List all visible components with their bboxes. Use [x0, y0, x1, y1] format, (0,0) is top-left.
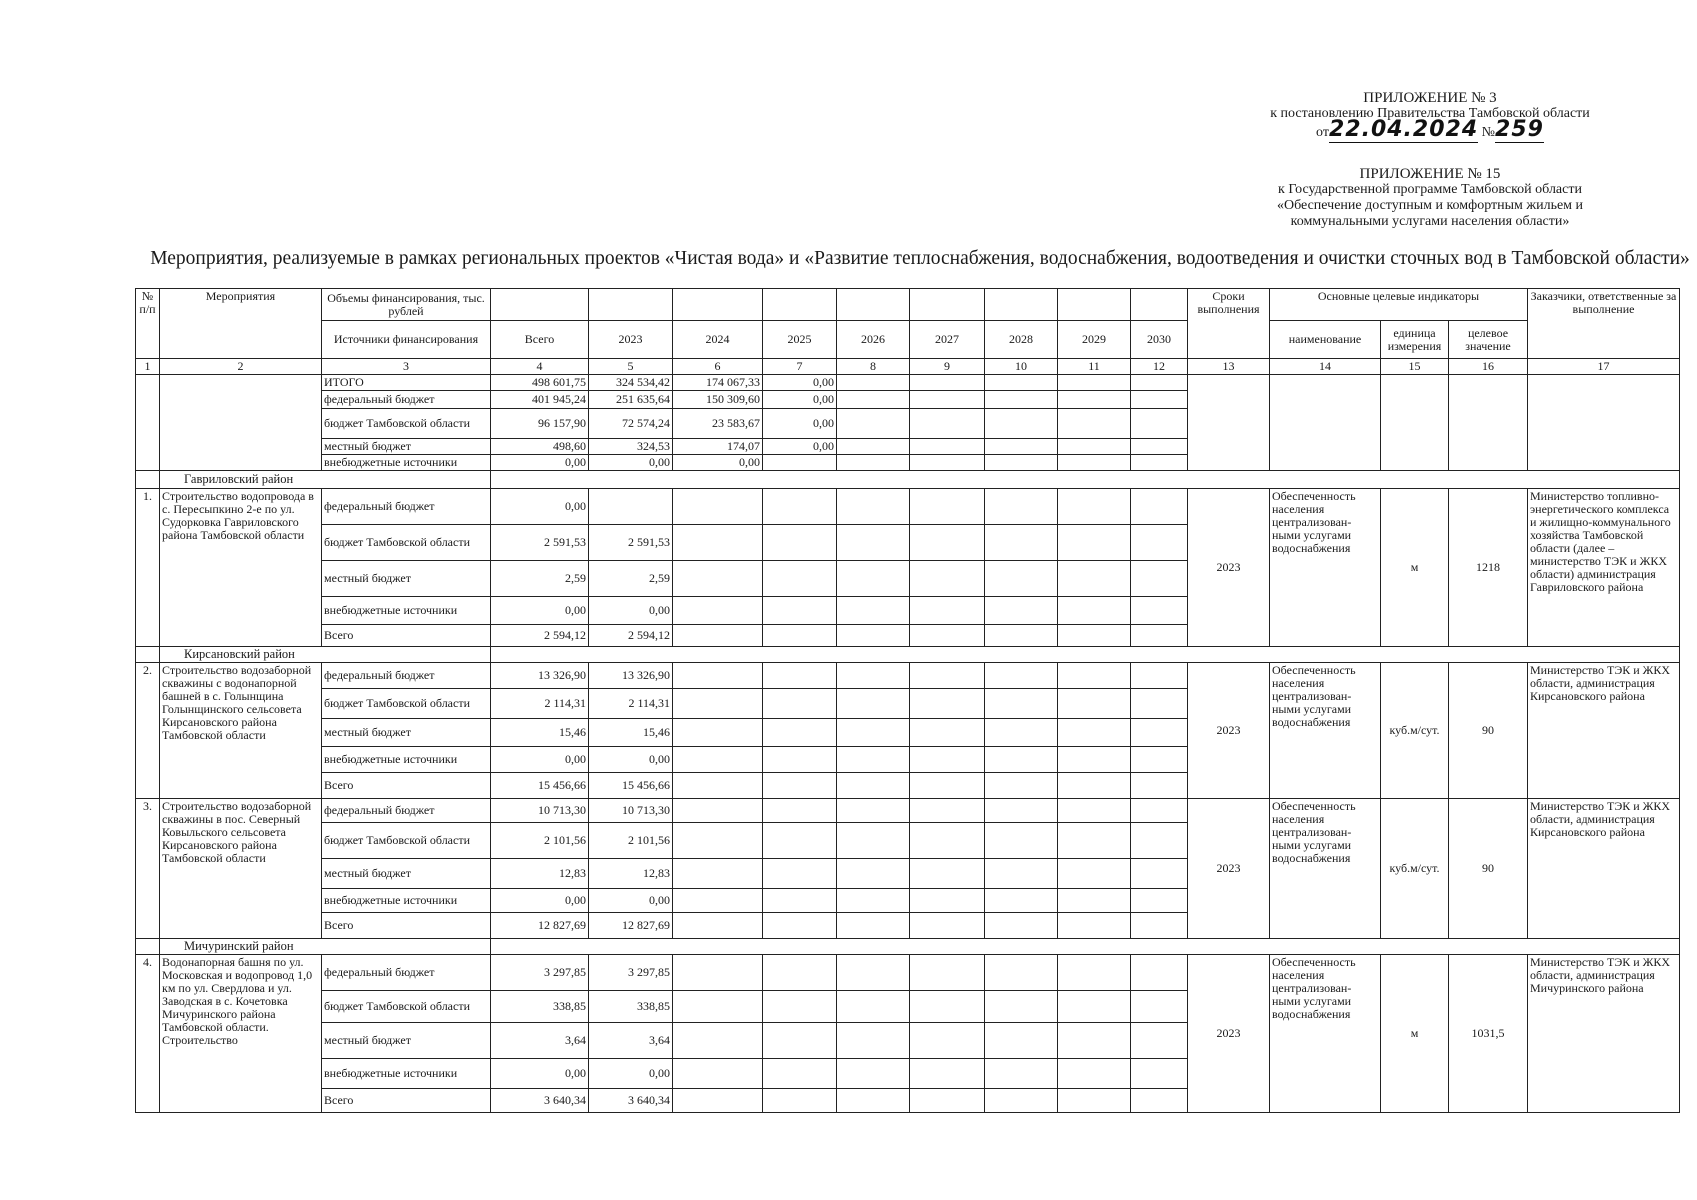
colnum: 12	[1131, 359, 1188, 375]
value-cell: 0,00	[491, 597, 589, 625]
source-label: ИТОГО	[322, 375, 491, 391]
value-cell: 3 297,85	[491, 955, 589, 991]
measures-table	[135, 288, 1680, 1113]
project-number: 1.	[136, 489, 160, 647]
value-cell: 72 574,24	[589, 409, 673, 439]
source-label: федеральный бюджет	[322, 799, 491, 823]
col-ind-value-header: целевое значение	[1449, 321, 1528, 359]
value-cell: 0,00	[673, 455, 763, 471]
value-cell: 3,64	[589, 1023, 673, 1059]
value-cell: 2 594,12	[491, 625, 589, 647]
project-row	[136, 955, 1680, 991]
value-cell: 10 713,30	[491, 799, 589, 823]
appendix-3-title: ПРИЛОЖЕНИЕ № 3	[1363, 90, 1497, 106]
handwritten-date: 22.04.2024	[1328, 117, 1479, 142]
project-name: Строительство водозаборной скважины в пос. Северный Ковыльского сельсовета Кирсановского района Тамбовской области	[160, 799, 322, 939]
value-cell: 338,85	[589, 991, 673, 1023]
source-label: местный бюджет	[322, 719, 491, 747]
value-cell: 498,60	[491, 439, 589, 455]
colnum: 9	[910, 359, 985, 375]
value-cell: 13 326,90	[589, 663, 673, 689]
colnum: 14	[1270, 359, 1381, 375]
indicator-unit: куб.м/сут.	[1381, 663, 1449, 799]
value-cell: 0,00	[491, 455, 589, 471]
colnum: 3	[322, 359, 491, 375]
customer-cell: Министерство ТЭК и ЖКХ области, администрация Мичуринского района	[1528, 955, 1680, 1113]
col-deadline-header: Сроки выполнения	[1188, 289, 1270, 359]
col-2029-header: 2029	[1058, 321, 1131, 359]
indicator-unit: м	[1381, 489, 1449, 647]
header-row-2	[136, 321, 1680, 359]
value-cell: 150 309,60	[673, 391, 763, 409]
colnum: 13	[1188, 359, 1270, 375]
indicator-name: Обеспеченность населения централизован-ными услугами водоснабжения	[1270, 955, 1381, 1113]
source-label: Всего	[322, 625, 491, 647]
appendix-3-block	[1240, 90, 1620, 141]
source-label: местный бюджет	[322, 1023, 491, 1059]
project-number: 2.	[136, 663, 160, 799]
source-label: внебюджетные источники	[322, 747, 491, 773]
source-label: федеральный бюджет	[322, 955, 491, 991]
value-cell: 2,59	[589, 561, 673, 597]
district-row	[136, 647, 1680, 663]
value-cell: 12 827,69	[491, 913, 589, 939]
date-prefix: от	[1316, 125, 1329, 140]
indicator-name: Обеспеченность населения централизован-ными услугами водоснабжения	[1270, 489, 1381, 647]
value-cell: 251 635,64	[589, 391, 673, 409]
value-cell: 10 713,30	[589, 799, 673, 823]
col-2027-header: 2027	[910, 321, 985, 359]
project-name: Строительство водозаборной скважины с водонапорной башней в с. Голынщина Голынщинского сельсовета Кирсановского района Тамбовской области	[160, 663, 322, 799]
source-label: федеральный бюджет	[322, 489, 491, 525]
indicator-unit: м	[1381, 955, 1449, 1113]
value-cell: 15,46	[589, 719, 673, 747]
colnum: 4	[491, 359, 589, 375]
col-indicators-header: Основные целевые индикаторы	[1270, 289, 1528, 321]
source-label: внебюджетные источники	[322, 1059, 491, 1089]
colnum: 1	[136, 359, 160, 375]
value-cell: 0,00	[589, 889, 673, 913]
indicator-unit: куб.м/сут.	[1381, 799, 1449, 939]
value-cell: 324,53	[589, 439, 673, 455]
indicator-value: 90	[1449, 663, 1528, 799]
deadline-cell: 2023	[1188, 799, 1270, 939]
value-cell: 2 591,53	[491, 525, 589, 561]
col-2025-header: 2025	[763, 321, 837, 359]
value-cell: 338,85	[491, 991, 589, 1023]
appendix-15-block	[1230, 166, 1630, 230]
colnum: 16	[1449, 359, 1528, 375]
col-volumes-header: Объемы финансирования, тыс. рублей	[322, 289, 491, 321]
col-2023-header: 2023	[589, 321, 673, 359]
source-label: внебюджетные источники	[322, 889, 491, 913]
value-cell: 0,00	[763, 439, 837, 455]
source-label: бюджет Тамбовской области	[322, 689, 491, 719]
indicator-name: Обеспеченность населения централизован-ными услугами водоснабжения	[1270, 799, 1381, 939]
value-cell: 23 583,67	[673, 409, 763, 439]
value-cell: 12 827,69	[589, 913, 673, 939]
indicator-value: 90	[1449, 799, 1528, 939]
colnum: 8	[837, 359, 910, 375]
appendix-3-date-line	[1240, 117, 1620, 142]
customer-cell: Министерство ТЭК и ЖКХ области, администрация Кирсановского района	[1528, 799, 1680, 939]
value-cell: 2,59	[491, 561, 589, 597]
colnum: 10	[985, 359, 1058, 375]
source-label: Всего	[322, 1089, 491, 1113]
project-row	[136, 489, 1680, 525]
page-title: Мероприятия, реализуемые в рамках региональных проектов «Чистая вода» и «Развитие теплоснабжения, водоснабжения, водоотведения и очистки сточных вод в Тамбовской области»	[150, 248, 1690, 269]
value-cell: 15 456,66	[589, 773, 673, 799]
value-cell: 0,00	[491, 489, 589, 525]
colnum: 6	[673, 359, 763, 375]
source-label: местный бюджет	[322, 439, 491, 455]
district-row	[136, 471, 1680, 489]
value-cell: 0,00	[491, 889, 589, 913]
value-cell: 0,00	[763, 391, 837, 409]
colnum: 7	[763, 359, 837, 375]
value-cell: 174 067,33	[673, 375, 763, 391]
col-num-header: № п/п	[136, 289, 160, 359]
source-label: бюджет Тамбовской области	[322, 991, 491, 1023]
source-label: бюджет Тамбовской области	[322, 823, 491, 859]
value-cell: 0,00	[589, 455, 673, 471]
value-cell	[589, 489, 673, 525]
source-label: Всего	[322, 773, 491, 799]
source-label: федеральный бюджет	[322, 391, 491, 409]
value-cell: 2 101,56	[491, 823, 589, 859]
col-measure-header: Мероприятия	[160, 289, 322, 359]
totals-row	[136, 375, 1680, 391]
handwritten-number: 259	[1495, 117, 1544, 142]
project-number: 4.	[136, 955, 160, 1113]
col-2030-header: 2030	[1131, 321, 1188, 359]
appendix-3-line: к постановлению Правительства Тамбовской области	[1270, 106, 1590, 121]
appendix-15-line3: коммунальными услугами населения области»	[1290, 214, 1570, 229]
source-label: бюджет Тамбовской области	[322, 525, 491, 561]
appendix-15-line2: «Обеспечение доступным и комфортным жильем и	[1276, 198, 1584, 213]
col-2028-header: 2028	[985, 321, 1058, 359]
colnum: 17	[1528, 359, 1680, 375]
source-label: местный бюджет	[322, 561, 491, 597]
deadline-cell: 2023	[1188, 955, 1270, 1113]
value-cell: 324 534,42	[589, 375, 673, 391]
col-2026-header: 2026	[837, 321, 910, 359]
value-cell: 2 101,56	[589, 823, 673, 859]
project-row	[136, 799, 1680, 823]
district-row	[136, 939, 1680, 955]
source-label: внебюджетные источники	[322, 597, 491, 625]
value-cell: 0,00	[589, 747, 673, 773]
value-cell: 0,00	[589, 597, 673, 625]
indicator-value: 1218	[1449, 489, 1528, 647]
number-prefix: №	[1481, 125, 1496, 140]
indicator-value: 1031,5	[1449, 955, 1528, 1113]
col-total-header: Всего	[491, 321, 589, 359]
value-cell: 174,07	[673, 439, 763, 455]
value-cell: 3,64	[491, 1023, 589, 1059]
project-name: Водонапорная башня по ул. Московская и водопровод 1,0 км по ул. Свердлова и ул. Заводская в с. Кочетовка Мичуринского района Тамбовской области. Строительство	[160, 955, 322, 1113]
deadline-cell: 2023	[1188, 489, 1270, 647]
project-row	[136, 663, 1680, 689]
colnum: 5	[589, 359, 673, 375]
value-cell: 3 297,85	[589, 955, 673, 991]
customer-cell: Министерство топливно-энергетического комплекса и жилищно-коммунального хозяйства Тамбовской области (далее – министерство ТЭК и ЖКХ области) администрация Гавриловского района	[1528, 489, 1680, 647]
value-cell: 2 114,31	[589, 689, 673, 719]
project-name: Строительство водопровода в с. Пересыпкино 2-е по ул. Судорковка Гавриловского района Тамбовской области	[160, 489, 322, 647]
colnum: 15	[1381, 359, 1449, 375]
value-cell: 0,00	[763, 375, 837, 391]
source-label: внебюджетные источники	[322, 455, 491, 471]
source-label: федеральный бюджет	[322, 663, 491, 689]
value-cell: 2 591,53	[589, 525, 673, 561]
value-cell: 3 640,34	[491, 1089, 589, 1113]
value-cell: 401 945,24	[491, 391, 589, 409]
appendix-15-line1: к Государственной программе Тамбовской области	[1278, 182, 1582, 197]
value-cell: 0,00	[491, 747, 589, 773]
value-cell: 0,00	[589, 1059, 673, 1089]
source-label: Всего	[322, 913, 491, 939]
value-cell: 12,83	[589, 859, 673, 889]
col-customer-header: Заказчики, ответственные за выполнение	[1528, 289, 1680, 359]
value-cell: 96 157,90	[491, 409, 589, 439]
project-number: 3.	[136, 799, 160, 939]
value-cell: 498 601,75	[491, 375, 589, 391]
column-numbers-row	[136, 359, 1680, 375]
value-cell: 3 640,34	[589, 1089, 673, 1113]
value-cell: 13 326,90	[491, 663, 589, 689]
col-ind-unit-header: единица измерения	[1381, 321, 1449, 359]
value-cell: 0,00	[763, 409, 837, 439]
source-label: местный бюджет	[322, 859, 491, 889]
colnum: 11	[1058, 359, 1131, 375]
appendix-15-title: ПРИЛОЖЕНИЕ № 15	[1359, 166, 1501, 182]
customer-cell: Министерство ТЭК и ЖКХ области, администрация Кирсановского района	[1528, 663, 1680, 799]
header-row-1	[136, 289, 1680, 321]
col-ind-name-header: наименование	[1270, 321, 1381, 359]
source-label: бюджет Тамбовской области	[322, 409, 491, 439]
value-cell: 2 594,12	[589, 625, 673, 647]
indicator-name: Обеспеченность населения централизован-ными услугами водоснабжения	[1270, 663, 1381, 799]
value-cell: 15,46	[491, 719, 589, 747]
deadline-cell: 2023	[1188, 663, 1270, 799]
district-label: Кирсановский район	[160, 647, 491, 663]
value-cell: 12,83	[491, 859, 589, 889]
col-2024-header: 2024	[673, 321, 763, 359]
district-label: Гавриловский район	[160, 471, 491, 489]
value-cell: 0,00	[491, 1059, 589, 1089]
colnum: 2	[160, 359, 322, 375]
value-cell: 2 114,31	[491, 689, 589, 719]
col-sources-header: Источники финансирования	[322, 321, 491, 359]
district-label: Мичуринский район	[160, 939, 491, 955]
value-cell: 15 456,66	[491, 773, 589, 799]
